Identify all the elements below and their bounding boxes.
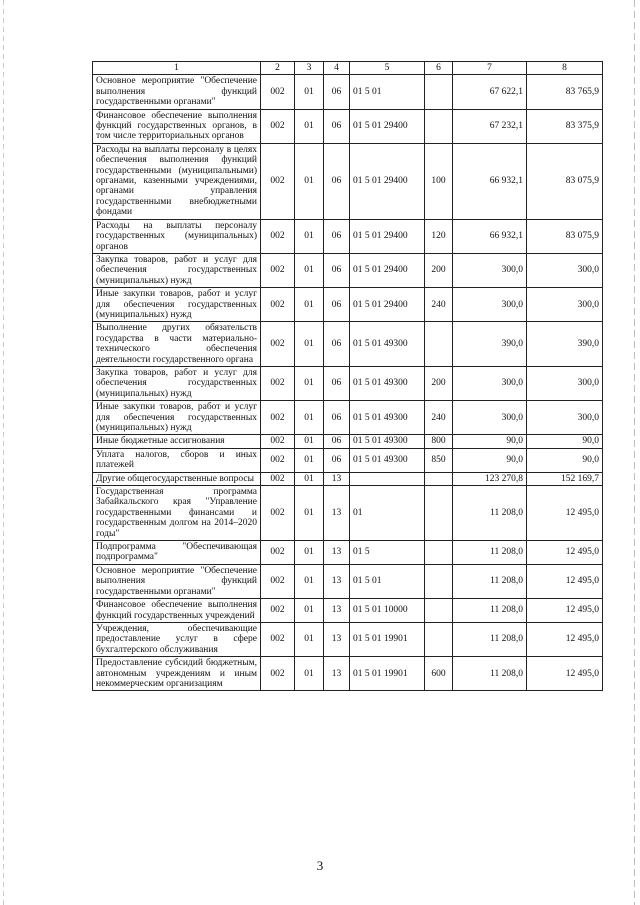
row-amount-year2: 300,0	[527, 366, 603, 400]
row-amount-year2: 300,0	[527, 401, 603, 435]
row-name: Учреждения, обеспечивающие предоставление услуг в сфере бухгалтерского обслуживания	[93, 622, 261, 656]
row-name: Закупка товаров, работ и услуг для обеспечения государственных (муниципальных) нужд	[93, 253, 261, 287]
row-subsection-code: 06	[324, 435, 350, 448]
row-name: Иные закупки товаров, работ и услуг для обеспечения государственных (муниципальных) нужд	[93, 288, 261, 322]
row-target-article: 01 5 01 49300	[350, 366, 425, 400]
row-subsection-code: 06	[324, 288, 350, 322]
row-target-article: 01 5 01 19901	[350, 657, 425, 691]
row-section-code: 01	[295, 472, 324, 485]
row-subsection-code: 13	[324, 622, 350, 656]
row-amount-year1: 11 208,0	[453, 599, 527, 623]
row-section-code: 01	[295, 322, 324, 367]
row-admin-code: 002	[261, 622, 295, 656]
row-section-code: 01	[295, 564, 324, 598]
row-name: Расходы на выплаты персоналу в целях обеспечения выполнения функций государственными (муниципальными) органами, казенными учреждениями, органами управления государственными внебюджетными фондами	[93, 143, 261, 219]
row-section-code: 01	[295, 366, 324, 400]
row-expense-type: 200	[425, 253, 453, 287]
row-target-article: 01 5 01 49300	[350, 322, 425, 367]
row-section-code: 01	[295, 657, 324, 691]
row-subsection-code: 06	[324, 143, 350, 219]
table-row	[93, 288, 603, 322]
row-expense-type: 800	[425, 435, 453, 448]
row-name: Основное мероприятие "Обеспечение выполнения функций государственными органами"	[93, 564, 261, 598]
row-expense-type	[425, 599, 453, 623]
row-subsection-code: 13	[324, 472, 350, 485]
row-subsection-code: 13	[324, 486, 350, 541]
row-admin-code: 002	[261, 564, 295, 598]
row-subsection-code: 13	[324, 564, 350, 598]
row-subsection-code: 06	[324, 75, 350, 109]
row-amount-year1: 90,0	[453, 435, 527, 448]
row-target-article: 01 5 01 49300	[350, 435, 425, 448]
row-admin-code: 002	[261, 322, 295, 367]
row-section-code: 01	[295, 622, 324, 656]
row-amount-year2: 83 765,9	[527, 75, 603, 109]
row-subsection-code: 13	[324, 599, 350, 623]
row-subsection-code: 06	[324, 109, 350, 143]
row-amount-year2: 12 495,0	[527, 657, 603, 691]
row-name: Предоставление субсидий бюджетным, автономным учреждениям и иным некоммерческим организациям	[93, 657, 261, 691]
row-amount-year2: 12 495,0	[527, 486, 603, 541]
row-admin-code: 002	[261, 448, 295, 472]
row-name: Иные бюджетные ассигнования	[93, 435, 261, 448]
row-name: Основное мероприятие "Обеспечение выполнения функций государственными органами"	[93, 75, 261, 109]
row-expense-type	[425, 541, 453, 565]
header-col-7: 7	[453, 62, 527, 75]
row-section-code: 01	[295, 288, 324, 322]
row-admin-code: 002	[261, 253, 295, 287]
row-amount-year2: 83 375,9	[527, 109, 603, 143]
row-name: Выполнение других обязательств государства в части материально-технического обеспечения деятельности государственного органа	[93, 322, 261, 367]
row-amount-year2: 390,0	[527, 322, 603, 367]
row-target-article: 01	[350, 486, 425, 541]
row-name: Уплата налогов, сборов и иных платежей	[93, 448, 261, 472]
row-admin-code: 002	[261, 75, 295, 109]
header-col-3: 3	[295, 62, 324, 75]
table-row	[93, 435, 603, 448]
row-admin-code: 002	[261, 435, 295, 448]
row-amount-year1: 300,0	[453, 253, 527, 287]
table-row	[93, 366, 603, 400]
table-row	[93, 541, 603, 565]
table-row	[93, 657, 603, 691]
row-section-code: 01	[295, 109, 324, 143]
row-amount-year2: 90,0	[527, 448, 603, 472]
row-target-article	[350, 472, 425, 485]
row-section-code: 01	[295, 435, 324, 448]
header-col-5: 5	[350, 62, 425, 75]
table-row	[93, 253, 603, 287]
header-col-1: 1	[93, 62, 261, 75]
row-subsection-code: 06	[324, 401, 350, 435]
row-admin-code: 002	[261, 143, 295, 219]
row-target-article: 01 5 01 29400	[350, 253, 425, 287]
row-amount-year1: 123 270,8	[453, 472, 527, 485]
row-target-article: 01 5 01 19901	[350, 622, 425, 656]
table-row	[93, 564, 603, 598]
row-amount-year1: 300,0	[453, 366, 527, 400]
row-amount-year2: 300,0	[527, 288, 603, 322]
row-target-article: 01 5 01 29400	[350, 288, 425, 322]
row-subsection-code: 13	[324, 541, 350, 565]
table-header-row	[93, 62, 603, 75]
table-row	[93, 143, 603, 219]
row-amount-year2: 12 495,0	[527, 599, 603, 623]
row-section-code: 01	[295, 486, 324, 541]
table-row	[93, 599, 603, 623]
row-expense-type	[425, 109, 453, 143]
row-subsection-code: 06	[324, 366, 350, 400]
table-row	[93, 622, 603, 656]
row-admin-code: 002	[261, 288, 295, 322]
row-expense-type: 120	[425, 219, 453, 253]
table-row	[93, 322, 603, 367]
row-expense-type: 240	[425, 288, 453, 322]
header-col-8: 8	[527, 62, 603, 75]
row-admin-code: 002	[261, 486, 295, 541]
row-admin-code: 002	[261, 366, 295, 400]
row-amount-year1: 11 208,0	[453, 657, 527, 691]
row-name: Подпрограмма "Обеспечивающая подпрограмма"	[93, 541, 261, 565]
row-expense-type	[425, 472, 453, 485]
row-subsection-code: 06	[324, 322, 350, 367]
row-expense-type	[425, 486, 453, 541]
row-expense-type	[425, 322, 453, 367]
row-target-article: 01 5 01 29400	[350, 109, 425, 143]
row-section-code: 01	[295, 448, 324, 472]
row-amount-year2: 83 075,9	[527, 219, 603, 253]
row-expense-type: 600	[425, 657, 453, 691]
row-amount-year2: 12 495,0	[527, 564, 603, 598]
row-name: Иные закупки товаров, работ и услуг для обеспечения государственных (муниципальных) нужд	[93, 401, 261, 435]
row-amount-year1: 11 208,0	[453, 622, 527, 656]
table-row	[93, 75, 603, 109]
row-target-article: 01 5 01 10000	[350, 599, 425, 623]
row-expense-type: 240	[425, 401, 453, 435]
row-amount-year1: 300,0	[453, 401, 527, 435]
row-admin-code: 002	[261, 472, 295, 485]
row-amount-year1: 66 932,1	[453, 143, 527, 219]
row-admin-code: 002	[261, 657, 295, 691]
row-amount-year2: 83 075,9	[527, 143, 603, 219]
table-row	[93, 486, 603, 541]
row-name: Закупка товаров, работ и услуг для обеспечения государственных (муниципальных) нужд	[93, 366, 261, 400]
table-row	[93, 109, 603, 143]
row-amount-year1: 67 232,1	[453, 109, 527, 143]
row-subsection-code: 06	[324, 253, 350, 287]
row-amount-year1: 11 208,0	[453, 564, 527, 598]
row-name: Финансовое обеспечение выполнения функций государственных учреждений	[93, 599, 261, 623]
row-target-article: 01 5	[350, 541, 425, 565]
row-expense-type: 100	[425, 143, 453, 219]
row-amount-year2: 12 495,0	[527, 622, 603, 656]
row-name: Финансовое обеспечение выполнения функций государственных органов, в том числе территориальных органов	[93, 109, 261, 143]
row-target-article: 01 5 01 29400	[350, 219, 425, 253]
page-number: 3	[316, 858, 324, 873]
row-target-article: 01 5 01 29400	[350, 143, 425, 219]
table-row	[93, 401, 603, 435]
row-amount-year1: 67 622,1	[453, 75, 527, 109]
row-expense-type	[425, 75, 453, 109]
row-name: Расходы на выплаты персоналу государственных (муниципальных) органов	[93, 219, 261, 253]
table-row	[93, 448, 603, 472]
row-subsection-code: 13	[324, 657, 350, 691]
header-col-2: 2	[261, 62, 295, 75]
scan-edge-right	[634, 0, 635, 905]
row-target-article: 01 5 01 49300	[350, 401, 425, 435]
row-admin-code: 002	[261, 109, 295, 143]
row-admin-code: 002	[261, 401, 295, 435]
row-admin-code: 002	[261, 219, 295, 253]
row-amount-year2: 152 169,7	[527, 472, 603, 485]
row-section-code: 01	[295, 143, 324, 219]
row-section-code: 01	[295, 599, 324, 623]
row-amount-year1: 90,0	[453, 448, 527, 472]
row-amount-year2: 90,0	[527, 435, 603, 448]
row-amount-year1: 300,0	[453, 288, 527, 322]
row-target-article: 01 5 01	[350, 564, 425, 598]
row-amount-year1: 390,0	[453, 322, 527, 367]
row-section-code: 01	[295, 75, 324, 109]
row-target-article: 01 5 01	[350, 75, 425, 109]
header-col-4: 4	[324, 62, 350, 75]
budget-table	[92, 61, 603, 691]
scan-edge-left	[3, 0, 4, 905]
row-amount-year2: 12 495,0	[527, 541, 603, 565]
row-amount-year2: 300,0	[527, 253, 603, 287]
row-subsection-code: 06	[324, 448, 350, 472]
row-admin-code: 002	[261, 599, 295, 623]
table-body	[93, 75, 603, 691]
row-section-code: 01	[295, 401, 324, 435]
table-row	[93, 219, 603, 253]
row-amount-year1: 11 208,0	[453, 541, 527, 565]
row-amount-year1: 66 932,1	[453, 219, 527, 253]
row-admin-code: 002	[261, 541, 295, 565]
row-subsection-code: 06	[324, 219, 350, 253]
row-name: Государственная программа Забайкальского края "Управление государственными финансами и государственным долгом на 2014–2020 годы"	[93, 486, 261, 541]
row-amount-year1: 11 208,0	[453, 486, 527, 541]
row-expense-type: 850	[425, 448, 453, 472]
row-section-code: 01	[295, 541, 324, 565]
row-section-code: 01	[295, 253, 324, 287]
row-target-article: 01 5 01 49300	[350, 448, 425, 472]
row-expense-type	[425, 622, 453, 656]
row-section-code: 01	[295, 219, 324, 253]
row-expense-type	[425, 564, 453, 598]
table-row	[93, 472, 603, 485]
header-col-6: 6	[425, 62, 453, 75]
row-expense-type: 200	[425, 366, 453, 400]
row-name: Другие общегосударственные вопросы	[93, 472, 261, 485]
